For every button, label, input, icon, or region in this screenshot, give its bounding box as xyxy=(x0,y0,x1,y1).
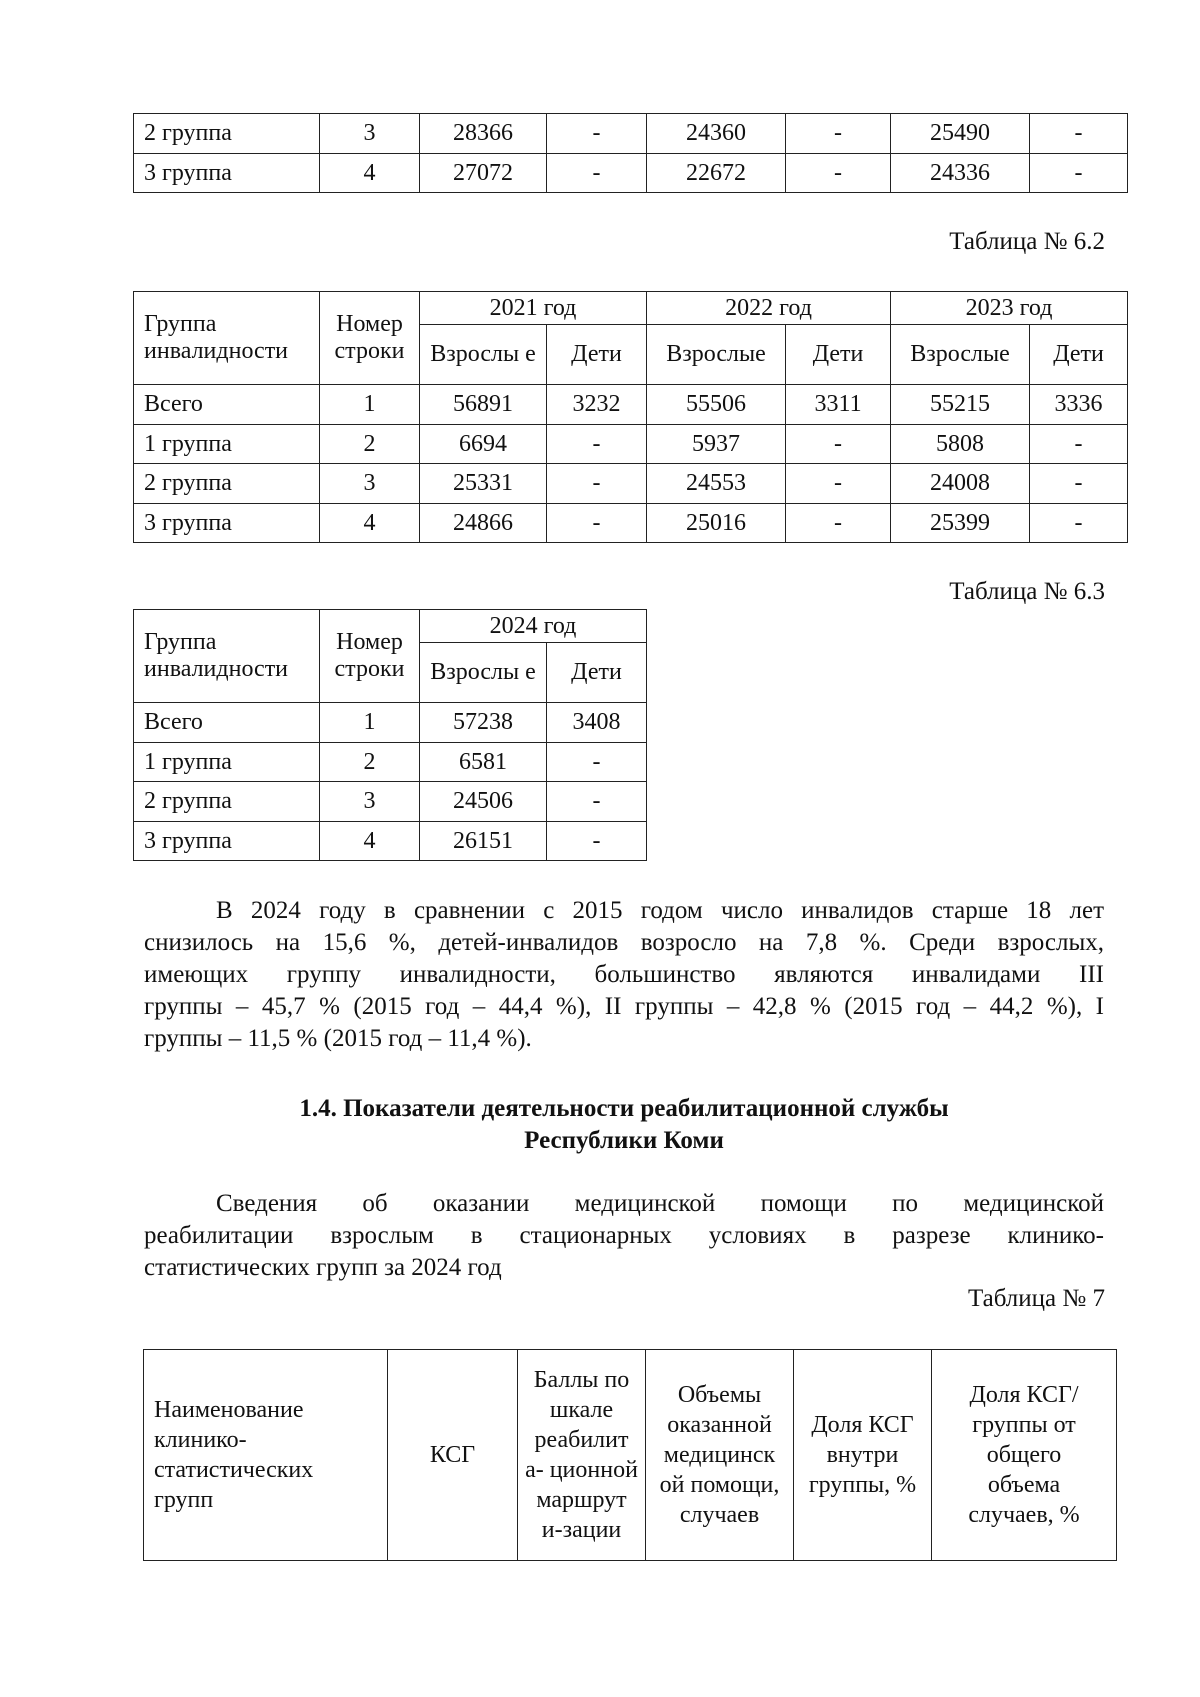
header-rehab-score: Баллы по шкале реабилит а- ционной маршрут и-зации xyxy=(518,1350,646,1561)
cell-value: 3311 xyxy=(786,385,891,425)
table-header-row xyxy=(144,1350,1117,1561)
cell-value: 28366 xyxy=(420,114,547,154)
header-label: Наименование клинико- статистических групп xyxy=(154,1397,314,1513)
row-group: 3 группа xyxy=(134,822,320,861)
row-number: 1 xyxy=(320,385,420,425)
row-group: Всего xyxy=(134,703,320,743)
cell-value: - xyxy=(547,504,647,543)
header-number: Номер строки xyxy=(320,292,420,385)
table-row xyxy=(134,154,1128,193)
cell-value: 5937 xyxy=(647,425,786,464)
header-adults: Взрослые xyxy=(647,325,786,385)
cell-value: - xyxy=(1030,504,1128,543)
cell-value: 25490 xyxy=(891,114,1030,154)
paragraph-line: Сведения об оказании медицинской помощи по медицинской xyxy=(216,1190,1104,1217)
row-group: 3 группа xyxy=(134,504,320,543)
cell-value: - xyxy=(1030,114,1128,154)
row-number: 2 xyxy=(320,743,420,782)
cell-value: 6694 xyxy=(420,425,547,464)
cell-value: 3408 xyxy=(547,703,647,743)
cell-value: 5808 xyxy=(891,425,1030,464)
cell-value: - xyxy=(547,464,647,504)
table-6-2-caption: Таблица № 6.2 xyxy=(949,228,1105,255)
cell-value: 24336 xyxy=(891,154,1030,193)
table-7-caption: Таблица № 7 xyxy=(967,1285,1105,1312)
header-group: Группа инвалидности xyxy=(134,292,320,385)
table-row xyxy=(134,703,647,743)
table-6-3-caption: Таблица № 6.3 xyxy=(949,578,1105,605)
table-row xyxy=(134,822,647,861)
table-row xyxy=(134,385,1128,425)
row-group: 2 группа xyxy=(134,464,320,504)
cell-value: 6581 xyxy=(420,743,547,782)
cell-value: - xyxy=(547,114,647,154)
header-children: Дети xyxy=(1030,325,1128,385)
row-number: 3 xyxy=(320,464,420,504)
header-year: 2023 год xyxy=(891,292,1128,325)
header-number: Номер строки xyxy=(320,610,420,703)
header-children: Дети xyxy=(547,643,647,703)
cell-value: - xyxy=(786,464,891,504)
table-row xyxy=(134,425,1128,464)
cell-value: - xyxy=(547,154,647,193)
cell-value: 24360 xyxy=(647,114,786,154)
paragraph-line: В 2024 году в сравнении с 2015 годом число инвалидов старше 18 лет xyxy=(216,897,1104,924)
header-group: Группа инвалидности xyxy=(134,610,320,703)
table-6-2 xyxy=(133,291,1128,543)
cell-value: - xyxy=(547,425,647,464)
table-7 xyxy=(143,1349,1117,1561)
cell-value: 24866 xyxy=(420,504,547,543)
table-header-row xyxy=(134,292,1128,325)
cell-value: 57238 xyxy=(420,703,547,743)
row-number: 3 xyxy=(320,114,420,154)
header-year: 2022 год xyxy=(647,292,891,325)
cell-value: 3336 xyxy=(1030,385,1128,425)
row-number: 4 xyxy=(320,504,420,543)
cell-value: - xyxy=(1030,464,1128,504)
table-row xyxy=(134,504,1128,543)
paragraph-rehab-intro xyxy=(144,1188,1104,1284)
cell-value: 27072 xyxy=(420,154,547,193)
row-number: 2 xyxy=(320,425,420,464)
header-share-in-group: Доля КСГ внутри группы, % xyxy=(794,1350,932,1561)
cell-value: 25016 xyxy=(647,504,786,543)
cell-value: - xyxy=(547,743,647,782)
paragraph-line: снизилось на 15,6 %, детей-инвалидов возросло на 7,8 %. Среди взрослых, xyxy=(144,929,1104,956)
header-volume: Объемы оказанной медицинск ой помощи, случаев xyxy=(646,1350,794,1561)
cell-value: - xyxy=(786,114,891,154)
section-heading-line: Республики Коми xyxy=(524,1127,724,1154)
table-header-row xyxy=(134,610,647,643)
cell-value: - xyxy=(786,425,891,464)
header-adults: Взрослы е xyxy=(420,643,547,703)
cell-value: - xyxy=(786,504,891,543)
header-adults: Взрослые xyxy=(891,325,1030,385)
cell-value: 24506 xyxy=(420,782,547,822)
cell-value: 3232 xyxy=(547,385,647,425)
row-number: 4 xyxy=(320,154,420,193)
row-group: 1 группа xyxy=(134,425,320,464)
cell-value: - xyxy=(1030,154,1128,193)
cell-value: 26151 xyxy=(420,822,547,861)
table-6-3 xyxy=(133,609,647,861)
cell-value: - xyxy=(547,782,647,822)
row-number: 1 xyxy=(320,703,420,743)
table-6-1-continuation xyxy=(133,113,1128,193)
header-ksg: КСГ xyxy=(388,1350,518,1561)
row-number: 3 xyxy=(320,782,420,822)
cell-value: 55506 xyxy=(647,385,786,425)
row-group: 2 группа xyxy=(134,114,320,154)
row-group: 1 группа xyxy=(134,743,320,782)
row-group: 2 группа xyxy=(134,782,320,822)
cell-value: 25399 xyxy=(891,504,1030,543)
header-children: Дети xyxy=(786,325,891,385)
header-adults: Взрослы е xyxy=(420,325,547,385)
paragraph-line: реабилитации взрослым в стационарных условиях в разрезе клинико- xyxy=(144,1222,1104,1249)
header-year: 2024 год xyxy=(420,610,647,643)
table-row xyxy=(134,743,647,782)
cell-value: 25331 xyxy=(420,464,547,504)
header-share-total: Доля КСГ/ группы от общего объема случаев, % xyxy=(932,1350,1117,1561)
row-group: Всего xyxy=(134,385,320,425)
table-row xyxy=(134,114,1128,154)
cell-value: - xyxy=(1030,425,1128,464)
table-row xyxy=(134,464,1128,504)
cell-value: 24553 xyxy=(647,464,786,504)
header-year: 2021 год xyxy=(420,292,647,325)
cell-value: 22672 xyxy=(647,154,786,193)
paragraph-line: имеющих группу инвалидности, большинство являются инвалидами III xyxy=(144,961,1104,988)
header-ksg-group-name xyxy=(144,1350,388,1561)
header-children: Дети xyxy=(547,325,647,385)
cell-value: 56891 xyxy=(420,385,547,425)
paragraph-line: группы – 11,5 % (2015 год – 11,4 %). xyxy=(144,1025,532,1052)
section-heading xyxy=(144,1093,1104,1157)
paragraph-line: группы – 45,7 % (2015 год – 44,4 %), II группы – 42,8 % (2015 год – 44,2 %), I xyxy=(144,993,1104,1020)
paragraph-line: статистических групп за 2024 год xyxy=(144,1254,502,1281)
cell-value: 55215 xyxy=(891,385,1030,425)
cell-value: - xyxy=(547,822,647,861)
section-heading-line: 1.4. Показатели деятельности реабилитационной службы xyxy=(299,1095,949,1122)
cell-value: 24008 xyxy=(891,464,1030,504)
row-group: 3 группа xyxy=(134,154,320,193)
paragraph-disability-summary xyxy=(144,895,1104,1055)
table-row xyxy=(134,782,647,822)
row-number: 4 xyxy=(320,822,420,861)
cell-value: - xyxy=(786,154,891,193)
